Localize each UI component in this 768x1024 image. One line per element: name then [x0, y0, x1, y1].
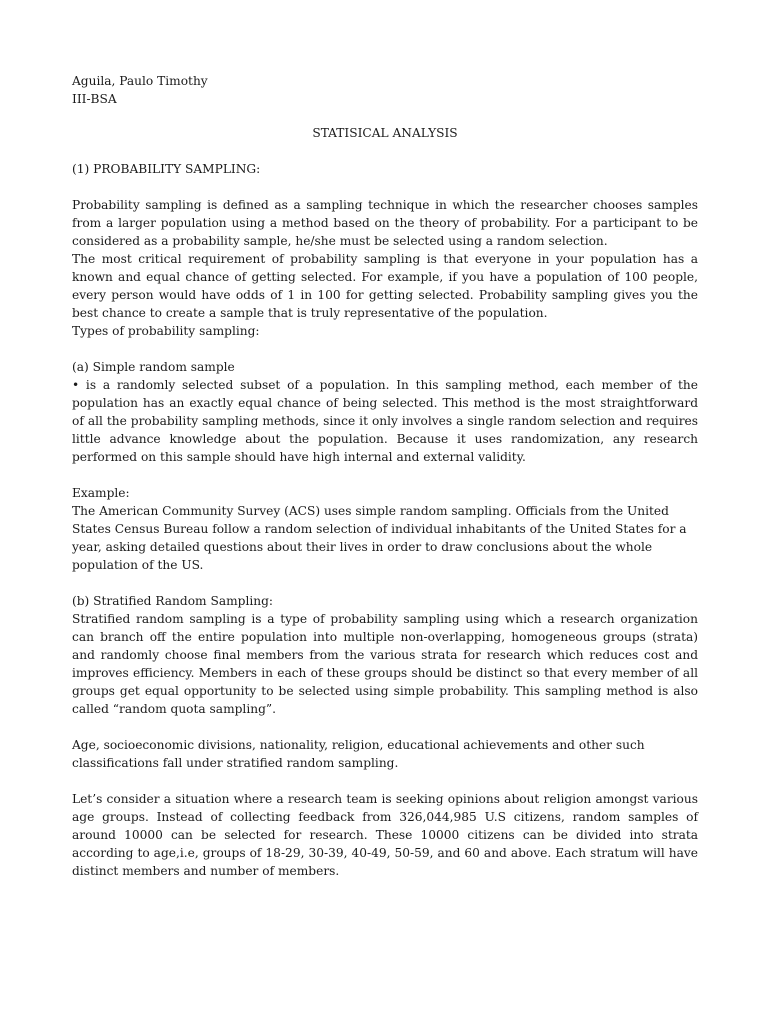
spacer [72, 574, 698, 592]
author-section: III-BSA [72, 92, 117, 106]
paragraph-simple-random-sample: • is a randomly selected subset of a population. In this sampling method, each member of the population has an exactly equal chance of being selected. This method is the most straightforward of all the probability sampling methods, since it only involves a single random selection and requires little advance knowledge about the population. Because it uses randomization, any research performed on this sample should have high internal and external validity. [72, 378, 698, 464]
spacer [72, 178, 698, 196]
paragraph-requirement: The most critical requirement of probability sampling is that everyone in your population has a known and equal chance of getting selected. For example, if you have a population of 100 people, every person would have odds of 1 in 100 for getting selected. Probability sampling gives you the best chance to create a sample that is truly representative of the population. [72, 252, 698, 320]
paragraph-classifications: Age, socioeconomic divisions, nationality, religion, educational achievements and other such classifications fall under stratified random sampling. [72, 738, 645, 770]
author-name: Aguila, Paulo Timothy [72, 74, 208, 88]
paragraph-scenario: Let’s consider a situation where a research team is seeking opinions about religion amongst various age groups. Instead of collecting feedback from 326,044,985 U.S citizens, random samples of around 10000 can be selected for research. These 10000 citizens can be divided into strata according to age,i.e, groups of 18-29, 30-39, 40-49, 50-59, and 60 and above. Each stratum will have distinct members and number of members. [72, 792, 698, 878]
paragraph-example: The American Community Survey (ACS) uses simple random sampling. Officials from the United States Census Bureau follow a random selection of individual inhabitants of the United States for a year, asking detailed questions about their lives in order to draw conclusions about the whole population of the US. [72, 504, 687, 572]
types-label: Types of probability sampling: [72, 324, 260, 338]
document-page [72, 72, 698, 880]
paragraph-definition: Probability sampling is defined as a sampling technique in which the researcher chooses samples from a larger population using a method based on the theory of probability. For a participant to be considered as a probability sample, he/she must be selected using a random selection. [72, 198, 698, 248]
spacer [72, 718, 698, 736]
document-title: STATISICAL ANALYSIS [312, 126, 458, 140]
paragraph-stratified-random-sampling: Stratified random sampling is a type of probability sampling using which a research organization can branch off the entire population into multiple non-overlapping, homogeneous groups (strata) and randomly choose final members from the various strata for research which reduces cost and improves efficiency. Members in each of these groups should be distinct so that every member of all groups get equal opportunity to be selected using simple probability. This sampling method is also called “random quota sampling”. [72, 612, 698, 716]
example-label: Example: [72, 486, 130, 500]
section-heading-probability-sampling: (1) PROBABILITY SAMPLING: [72, 162, 261, 176]
spacer [72, 340, 698, 358]
subheading-stratified-random-sampling: (b) Stratified Random Sampling: [72, 594, 274, 608]
spacer [72, 772, 698, 790]
subheading-simple-random-sample: (a) Simple random sample [72, 360, 235, 374]
spacer [72, 466, 698, 484]
